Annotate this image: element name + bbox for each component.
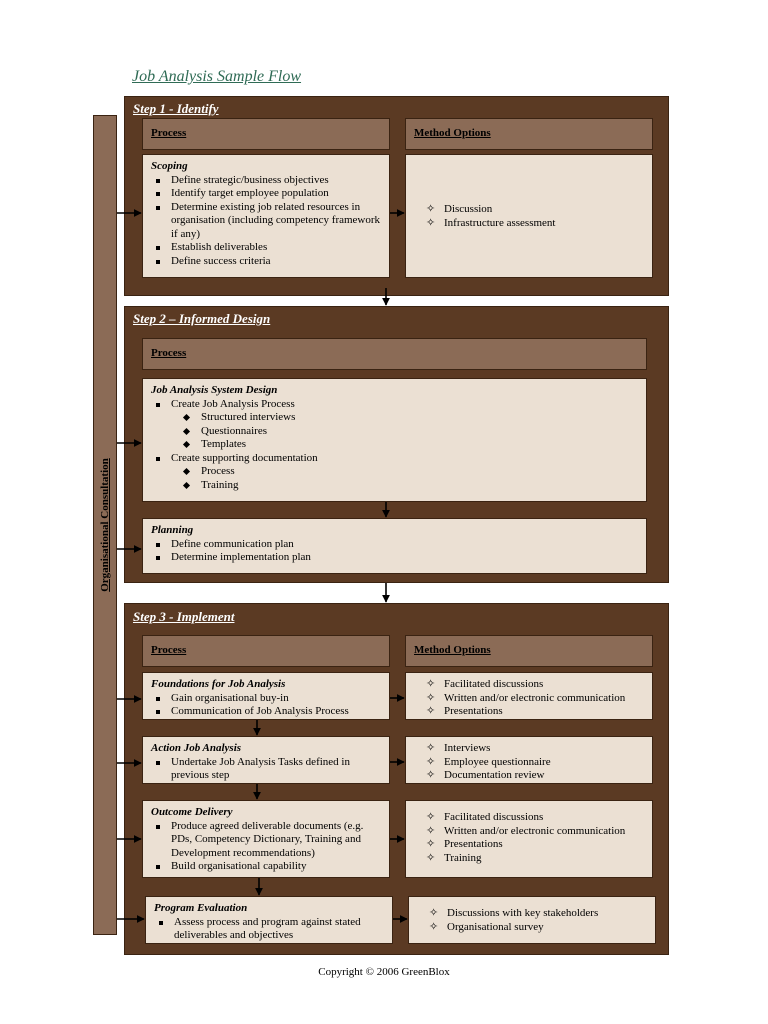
planning-box (142, 518, 647, 574)
method-item: ✧ Written and/or electronic communication (426, 692, 644, 706)
action-box (142, 736, 390, 784)
method-item: ✧ Organisational survey (429, 921, 647, 935)
scoping-item: Determine existing job related resources in organisation (including competency framework if any) (151, 201, 381, 242)
step-1-methods-box (405, 154, 653, 278)
step-1-method-header: Method Options (405, 118, 653, 150)
planning-item: Determine implementation plan (151, 551, 638, 565)
outcome-box (142, 800, 390, 878)
method-item: ✧ Presentations (426, 838, 644, 852)
scoping-title: Scoping (151, 160, 188, 172)
footer-copyright: Copyright © 2006 GreenBlox (318, 966, 450, 978)
method-item: ✧ Interviews (426, 742, 644, 756)
scoping-item: Identify target employee population (151, 187, 381, 201)
design-subitem: Process (151, 465, 638, 479)
step-1-process-header: Process (142, 118, 390, 150)
foundations-methods-box (405, 672, 653, 720)
planning-item: Define communication plan (151, 538, 638, 552)
method-item: ✧ Discussion (426, 203, 644, 217)
design-box (142, 378, 647, 502)
step-3-method-header: Method Options (405, 635, 653, 667)
step-3-title: Step 3 - Implement (133, 609, 235, 624)
evaluation-title: Program Evaluation (154, 902, 248, 914)
method-item: ✧ Facilitated discussions (426, 678, 644, 692)
evaluation-box (145, 896, 393, 944)
method-item: ✧ Discussions with key stakeholders (429, 907, 647, 921)
evaluation-methods-box (408, 896, 656, 944)
scoping-item: Define success criteria (151, 255, 381, 269)
step-1-title: Step 1 - Identify (133, 101, 219, 116)
planning-title: Planning (151, 524, 194, 536)
method-item: ✧ Employee questionnaire (426, 756, 644, 770)
step-2-title: Step 2 – Informed Design (133, 311, 271, 326)
action-methods-box (405, 736, 653, 784)
foundations-box (142, 672, 390, 720)
foundations-item: Communication of Job Analysis Process (151, 705, 381, 719)
outcome-title: Outcome Delivery (151, 806, 233, 818)
method-item: ✧ Facilitated discussions (426, 811, 644, 825)
method-item: ✧ Written and/or electronic communication (426, 825, 644, 839)
sidebar-label: Organisational Consultation (99, 458, 111, 592)
scoping-item: Define strategic/business objectives (151, 174, 381, 188)
design-title: Job Analysis System Design (151, 384, 278, 396)
design-item: Create Job Analysis Process (151, 398, 638, 412)
outcome-item: Produce agreed deliverable documents (e.g. PDs, Competency Dictionary, Training and Development recommendations) (151, 820, 381, 861)
foundations-title: Foundations for Job Analysis (151, 678, 286, 690)
scoping-box (142, 154, 390, 278)
foundations-item: Gain organisational buy-in (151, 692, 381, 706)
action-item: Undertake Job Analysis Tasks defined in previous step (151, 756, 381, 783)
design-subitem: Questionnaires (151, 425, 638, 439)
method-item: ✧ Infrastructure assessment (426, 217, 644, 231)
page-title: Job Analysis Sample Flow (132, 68, 302, 85)
scoping-item: Establish deliverables (151, 241, 381, 255)
method-item: ✧ Training (426, 852, 644, 866)
method-item: ✧ Documentation review (426, 769, 644, 783)
action-title: Action Job Analysis (151, 742, 242, 754)
method-item: ✧ Presentations (426, 705, 644, 719)
step-3-process-header: Process (142, 635, 390, 667)
design-subitem: Training (151, 479, 638, 493)
design-item: Create supporting documentation (151, 452, 638, 466)
evaluation-item: Assess process and program against stated deliverables and objectives (154, 916, 384, 943)
design-subitem: Structured interviews (151, 411, 638, 425)
step-2-process-header: Process (142, 338, 647, 370)
outcome-item: Build organisational capability (151, 860, 381, 874)
design-subitem: Templates (151, 438, 638, 452)
outcome-methods-box (405, 800, 653, 878)
